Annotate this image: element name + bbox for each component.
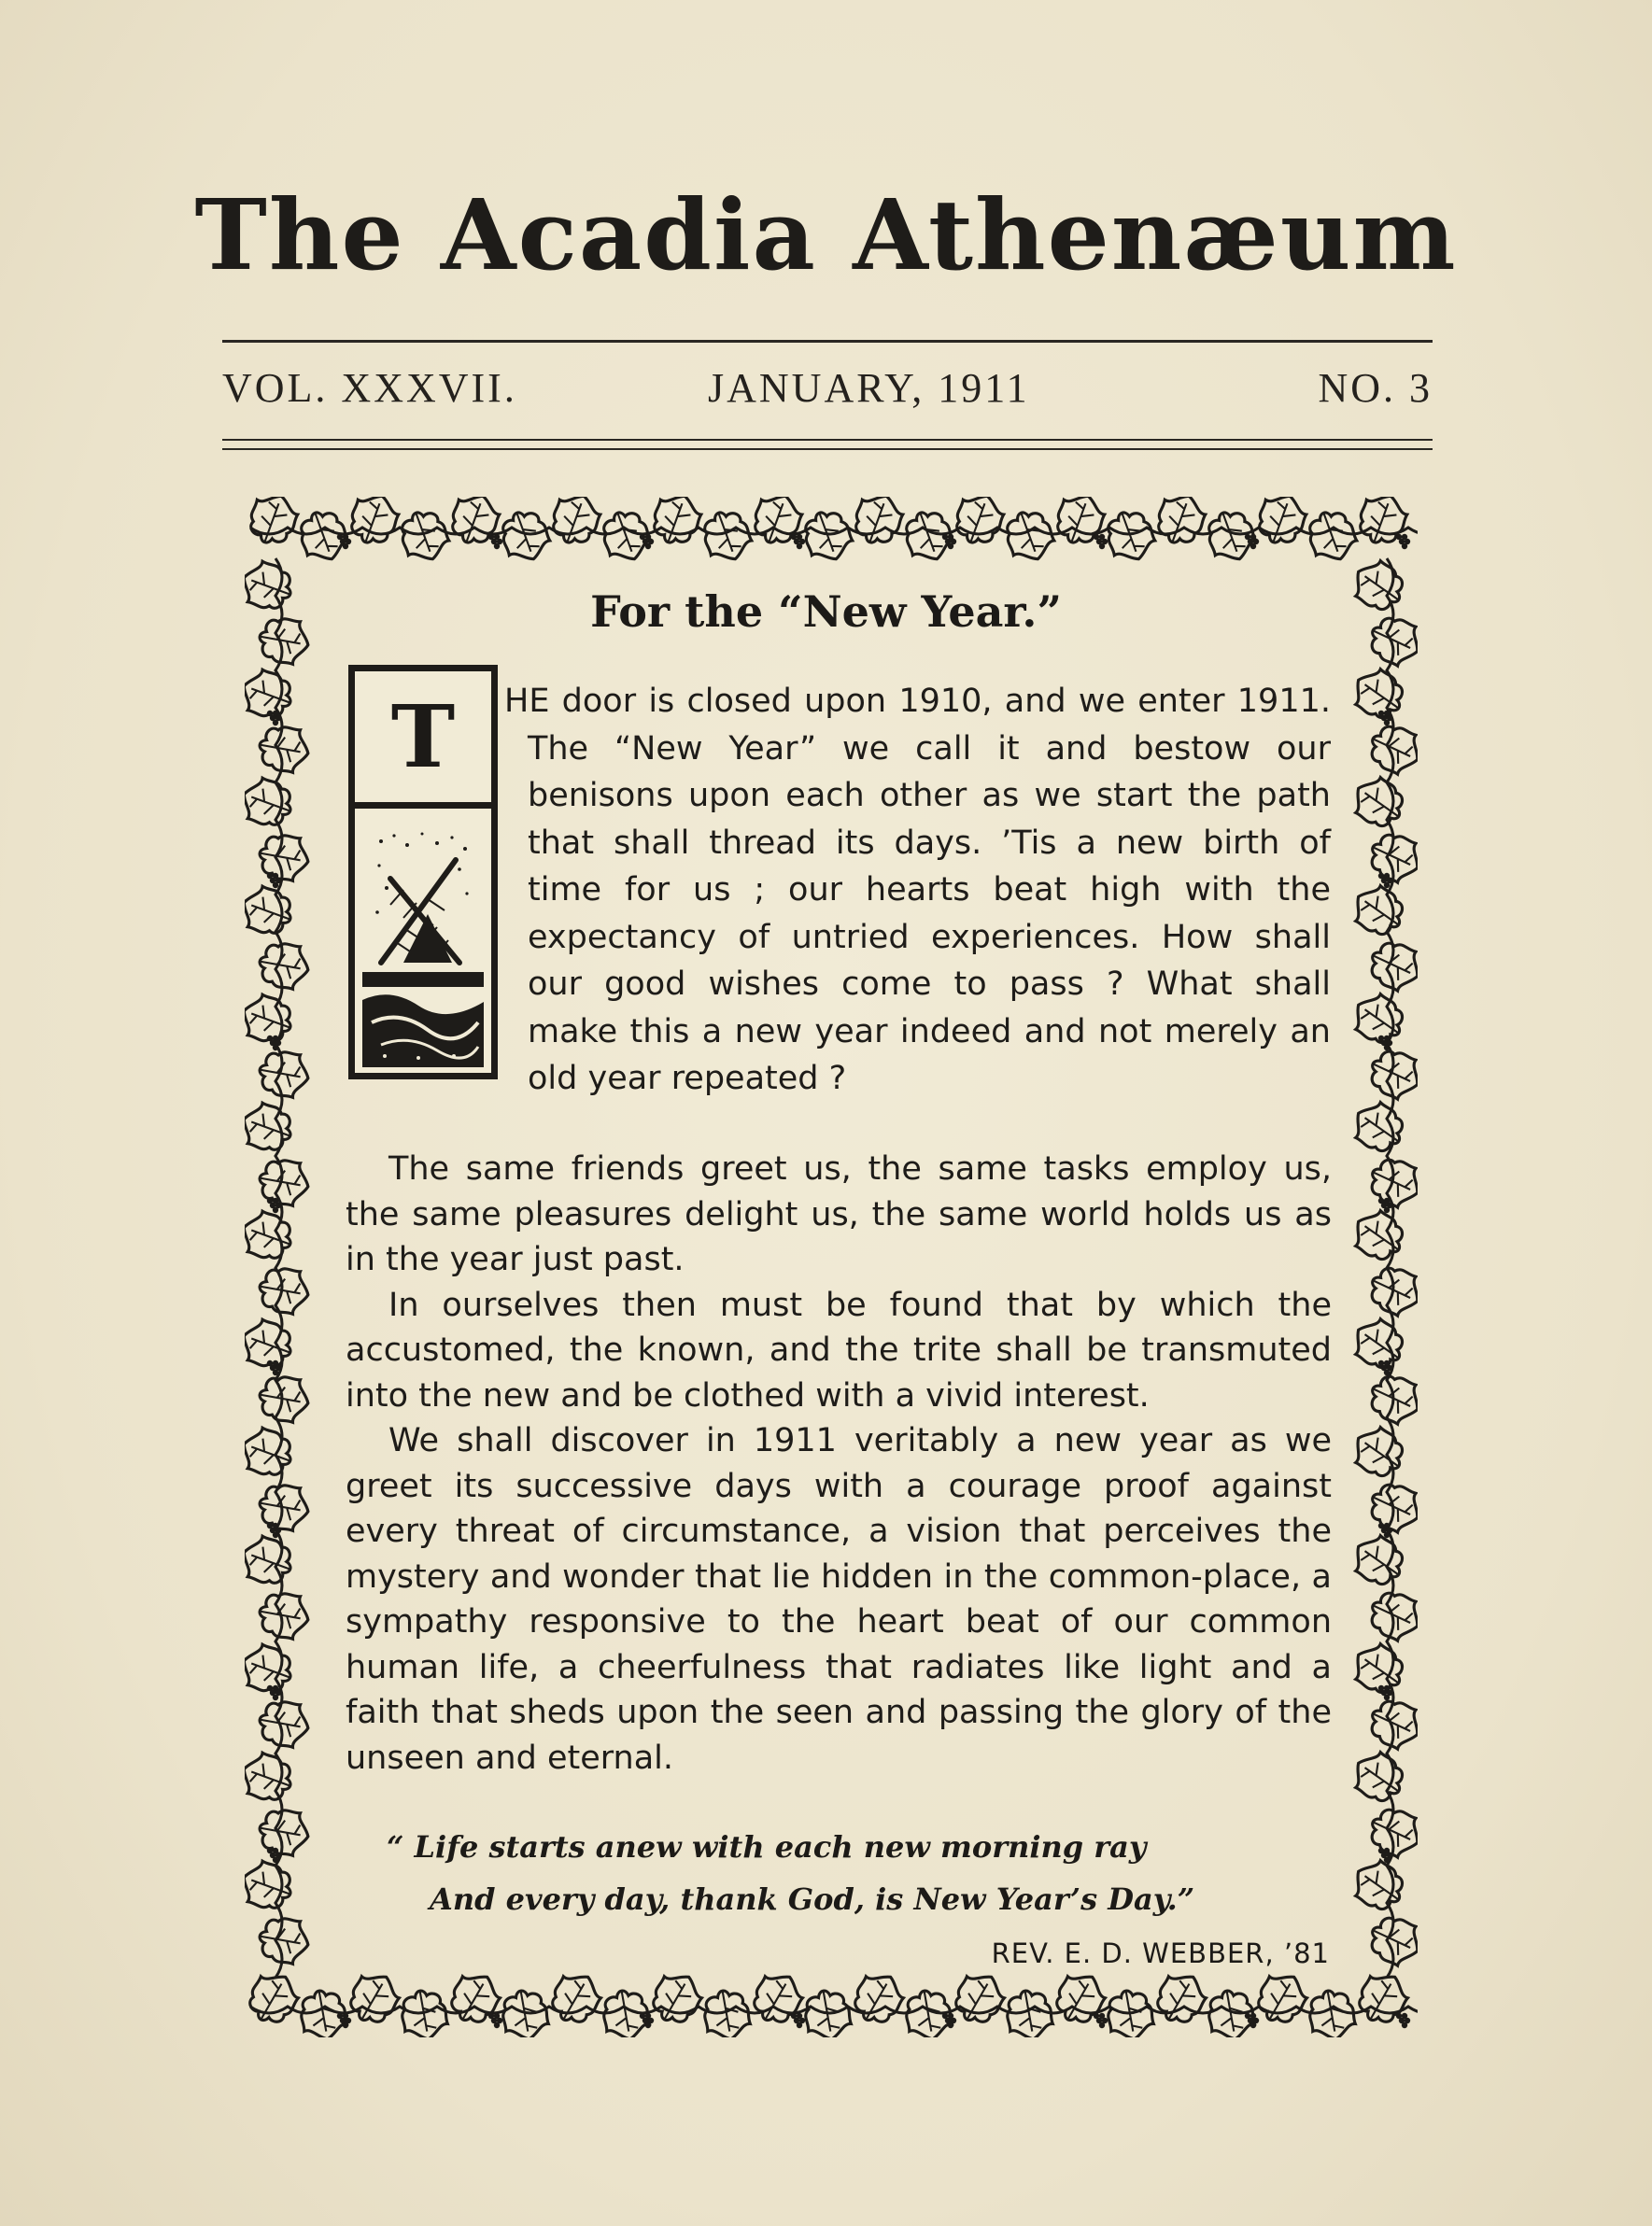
closing-quote bbox=[346, 1821, 1332, 1925]
article-title: For the “New Year.” bbox=[590, 586, 1062, 637]
issue-date: JANUARY, 1911 bbox=[708, 365, 1030, 411]
first-paragraph: HE door is closed upon 1910, and we enter 1911. The “New Year” we call it and bestow our benisons upon each other as we start the path that shall thread its days. ’Tis a new birth of time for us ; our hearts beat high with the expectancy of untried experiences. How shall our good wishes come to pass ? What shall make this a new year indeed and not merely an old year repeated ? bbox=[504, 683, 1331, 1097]
double-rule-upper bbox=[222, 439, 1433, 441]
volume-number: VOL. XXXVII. bbox=[222, 365, 517, 411]
double-rule-lower bbox=[222, 448, 1433, 450]
paragraph-4: We shall discover in 1911 veritably a new year as we greet its successive days with a courage proof against every threat of circumstance, a vision that perceives the mystery and wonder that lie hidden in the common-place, a sympathy responsive to the heart beat of our common human life, a cheerfulness that radiates like light and a faith that sheds upon the seen and passing the glory of the unseen and eternal. bbox=[346, 1422, 1332, 1777]
attribution: REV. E. D. WEBBER, ’81 bbox=[991, 1937, 1330, 1969]
quote-line-2: And every day, thank God, is New Year’s Day.” bbox=[430, 1881, 1195, 1917]
windmill-woodcut-icon bbox=[362, 823, 484, 1067]
issue-line bbox=[222, 364, 1433, 420]
paragraph-3: In ourselves then must be found that by which the accustomed, the known, and the trite shall be transmuted into the new and be clothed with a vivid interest. bbox=[346, 1286, 1332, 1415]
drop-cap bbox=[348, 665, 498, 1079]
article-body bbox=[346, 1147, 1332, 1781]
paragraph-2: The same friends greet us, the same tasks employ us, the same pleasures delight us, the same world holds us as in the year just past. bbox=[346, 1150, 1332, 1278]
masthead-title: The Acadia Athenæum bbox=[194, 177, 1458, 292]
quote-line-1: “ Life starts anew with each new morning ray bbox=[387, 1829, 1147, 1865]
top-rule bbox=[222, 340, 1433, 343]
drop-cap-letter: T bbox=[390, 686, 456, 787]
issue-number: NO. 3 bbox=[1318, 365, 1433, 411]
